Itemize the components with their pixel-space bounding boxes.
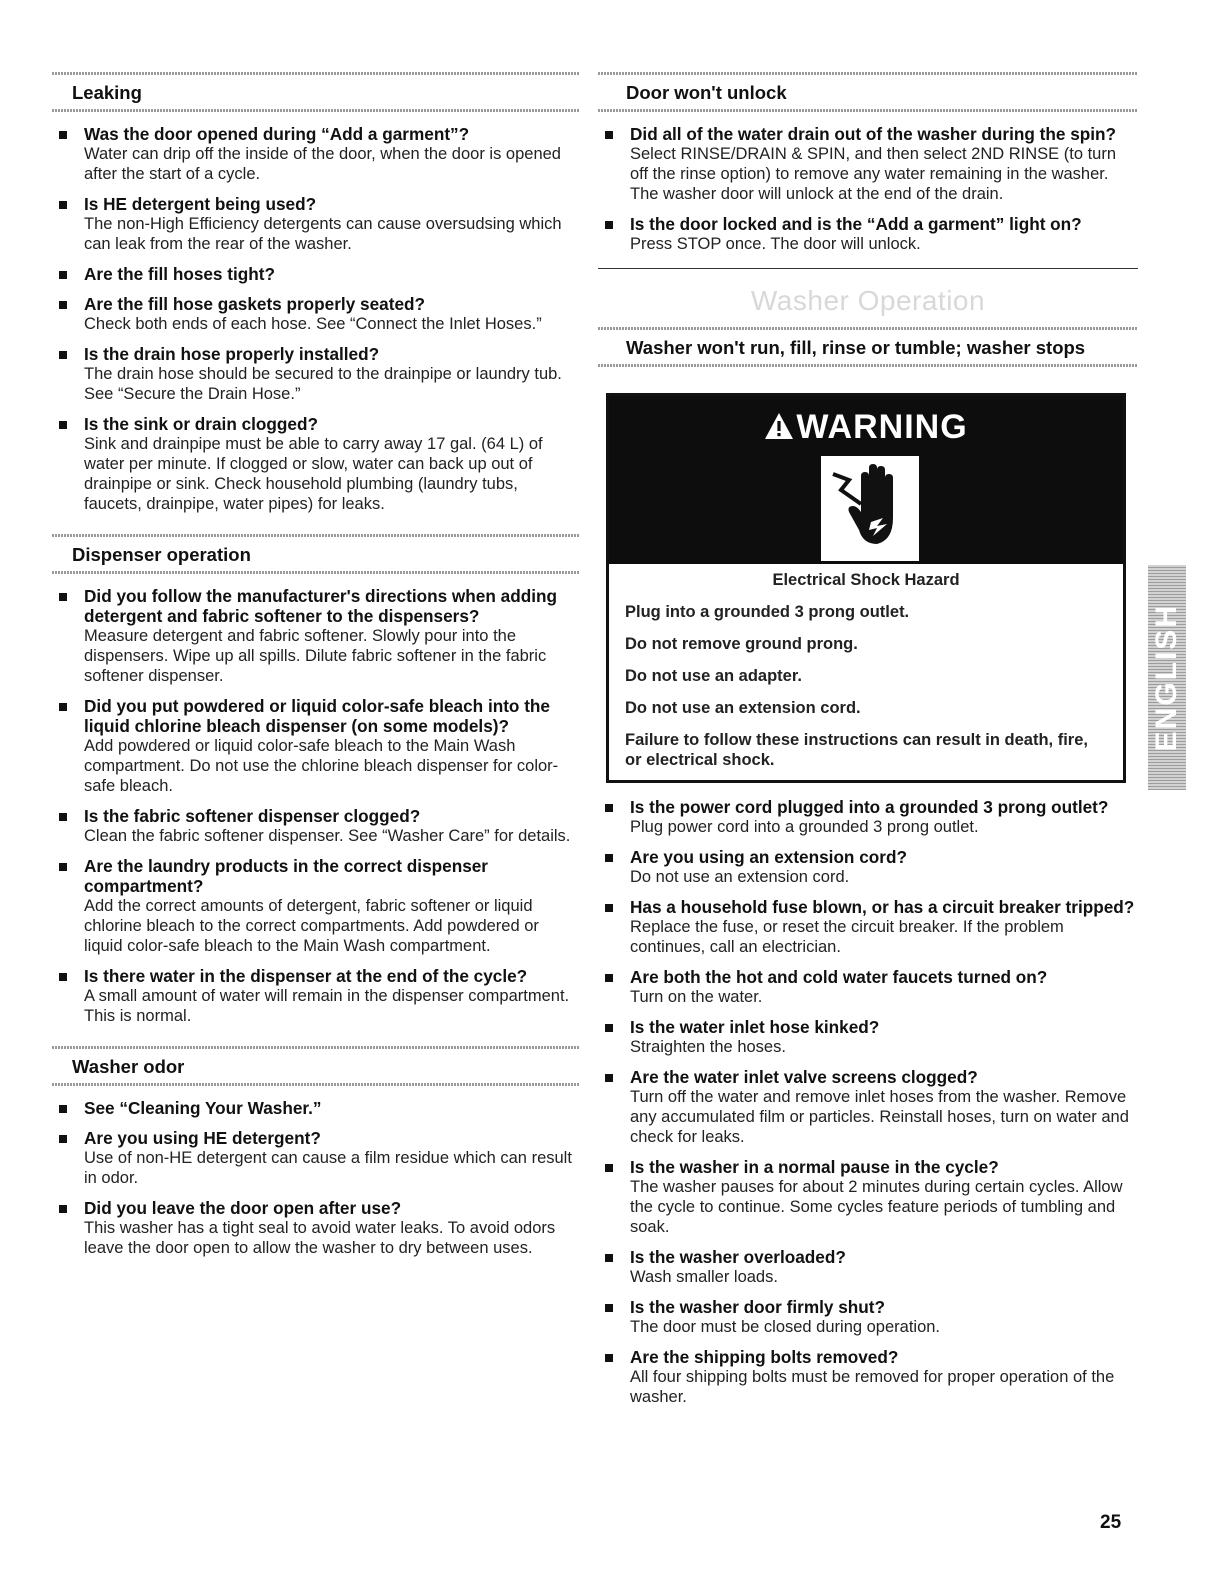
list-item xyxy=(598,967,1138,1007)
answer: Add powdered or liquid color-safe bleach to the Main Wash compartment. Do not use the chlorine bleach dispenser for color-safe bleach. xyxy=(84,737,559,795)
bullet-icon xyxy=(605,904,613,912)
section-title: Dispenser operation xyxy=(72,544,251,565)
answer: Water can drip off the inside of the door, when the door is opened after the start of a cycle. xyxy=(84,145,561,183)
list-item xyxy=(52,856,580,956)
warning-title xyxy=(609,408,1123,447)
bullet-icon xyxy=(59,1205,67,1213)
list-item xyxy=(52,1128,580,1188)
question: See “Cleaning Your Washer.” xyxy=(84,1098,322,1118)
question: Is HE detergent being used? xyxy=(84,194,317,214)
answer: Sink and drainpipe must be able to carry away 17 gal. (64 L) of water per minute. If clogged or slow, water can back up out of drainpipe or sink. Check household plumbing (laundry tubs, faucets, drainpipe, water pipes) for leaks. xyxy=(84,435,543,513)
page-number: 25 xyxy=(1100,1512,1122,1533)
answer: Straighten the hoses. xyxy=(630,1038,786,1056)
question: Are the fill hose gaskets properly seated? xyxy=(84,294,425,314)
bullet-icon xyxy=(605,804,613,812)
section-header-door xyxy=(598,72,1138,112)
section-title: Leaking xyxy=(72,82,142,103)
bullet-icon xyxy=(605,1164,613,1172)
question: Are you using HE detergent? xyxy=(84,1128,321,1148)
question: Is the washer door firmly shut? xyxy=(630,1297,885,1317)
bullet-icon xyxy=(59,1105,67,1113)
bullet-icon xyxy=(59,703,67,711)
bullet-icon xyxy=(605,131,613,139)
answer: The door must be closed during operation. xyxy=(630,1318,941,1336)
list-item xyxy=(598,1247,1138,1287)
warning-line: Failure to follow these instructions can result in death, fire, or electrical shock. xyxy=(625,731,1088,769)
answer: Check both ends of each hose. See “Connect the Inlet Hoses.” xyxy=(84,315,542,333)
bullet-icon xyxy=(59,1135,67,1143)
bullet-icon xyxy=(59,271,67,279)
answer: Turn on the water. xyxy=(630,988,763,1006)
answer: Select RINSE/DRAIN & SPIN, and then select 2ND RINSE (to turn off the rinse option) to remove any water remaining in the washer. The washer door will unlock at the end of the drain. xyxy=(630,145,1117,203)
chapter-title: Washer Operation xyxy=(750,285,986,316)
answer: The drain hose should be secured to the drainpipe or laundry tub. See “Secure the Drain Hose.” xyxy=(84,365,562,403)
question: Are the fill hoses tight? xyxy=(84,264,275,284)
warning-line: Plug into a grounded 3 prong outlet. xyxy=(625,603,910,621)
list-item xyxy=(598,1017,1138,1057)
answer: The non-High Efficiency detergents can cause oversudsing which can leak from the rear of the washer. xyxy=(84,215,562,253)
section-header-odor xyxy=(52,1046,580,1086)
list-item xyxy=(52,1198,580,1258)
answer: Clean the fabric softener dispenser. See “Washer Care” for details. xyxy=(84,827,571,845)
question: Is the washer overloaded? xyxy=(630,1247,846,1267)
question: Was the door opened during “Add a garment”? xyxy=(84,124,470,144)
list-item xyxy=(52,696,580,796)
question: Is the sink or drain clogged? xyxy=(84,414,318,434)
list-item xyxy=(52,194,580,254)
bullet-icon xyxy=(59,593,67,601)
question: Are the shipping bolts removed? xyxy=(630,1347,899,1367)
bullet-icon xyxy=(605,1074,613,1082)
question: Has a household fuse blown, or has a circuit breaker tripped? xyxy=(630,897,1135,917)
bullet-icon xyxy=(605,1024,613,1032)
bullet-icon xyxy=(605,1354,613,1362)
language-tab xyxy=(1148,565,1186,790)
question: Are you using an extension cord? xyxy=(630,847,907,867)
answer: Wash smaller loads. xyxy=(630,1268,778,1286)
question: Are the laundry products in the correct dispenser compartment? xyxy=(84,856,488,896)
bullet-icon xyxy=(59,973,67,981)
list-item xyxy=(598,847,1138,887)
answer: Plug power cord into a grounded 3 prong outlet. xyxy=(630,818,979,836)
list-item xyxy=(52,344,580,404)
warning-body xyxy=(609,564,1123,780)
warning-banner xyxy=(609,396,1123,564)
answer: Turn off the water and remove inlet hoses from the washer. Remove any accumulated film or particles. Reinstall hoses, turn on water and check for leaks. xyxy=(630,1088,1129,1146)
answer: Add the correct amounts of detergent, fabric softener or liquid chlorine bleach to the correct compartments. Add powdered or liquid color-safe bleach to the Main Wash compartment. xyxy=(84,897,539,955)
warning-line: Do not remove ground prong. xyxy=(625,635,858,653)
section-header-leaking xyxy=(52,72,580,112)
bullet-icon xyxy=(605,854,613,862)
section-title: Washer won't run, fill, rinse or tumble; washer stops xyxy=(626,337,1086,358)
answer: Do not use an extension cord. xyxy=(630,868,850,886)
question: Are the water inlet valve screens clogged? xyxy=(630,1067,978,1087)
warning-line: Do not use an adapter. xyxy=(625,667,802,685)
bullet-icon xyxy=(605,974,613,982)
answer: A small amount of water will remain in the dispenser compartment. This is normal. xyxy=(84,987,570,1025)
list-item xyxy=(598,797,1138,837)
list-item xyxy=(52,586,580,686)
question: Is the fabric softener dispenser clogged? xyxy=(84,806,421,826)
section-title: Door won't unlock xyxy=(626,82,787,103)
list-item xyxy=(52,806,580,846)
bullet-icon xyxy=(59,813,67,821)
question: Is the drain hose properly installed? xyxy=(84,344,380,364)
section-title: Washer odor xyxy=(72,1056,185,1077)
question: Are both the hot and cold water faucets turned on? xyxy=(630,967,1048,987)
bullet-icon xyxy=(605,221,613,229)
answer: Measure detergent and fabric softener. Slowly pour into the dispensers. Wipe up all spills. Dilute fabric softener in the fabric softener dispenser. xyxy=(84,627,547,685)
question: Did you follow the manufacturer's directions when adding detergent and fabric softener to the dispensers? xyxy=(84,586,557,626)
hazard-heading: Electrical Shock Hazard xyxy=(772,571,960,589)
answer: All four shipping bolts must be removed for proper operation of the washer. xyxy=(630,1368,1115,1406)
section-header-operation xyxy=(598,327,1138,367)
question: Is the door locked and is the “Add a garment” light on? xyxy=(630,214,1082,234)
question: Did you put powdered or liquid color-safe bleach into the liquid chlorine bleach dispenser (on some models)? xyxy=(84,696,550,736)
section-header-dispenser xyxy=(52,534,580,574)
list-item xyxy=(598,1067,1138,1147)
question: Did all of the water drain out of the washer during the spin? xyxy=(630,124,1117,144)
bullet-icon xyxy=(59,863,67,871)
answer: The washer pauses for about 2 minutes during certain cycles. Allow the cycle to continue. Some cycles feature periods of tumbling and soak. xyxy=(630,1178,1123,1236)
bullet-icon xyxy=(59,201,67,209)
left-column xyxy=(52,72,580,1268)
answer: Replace the fuse, or reset the circuit breaker. If the problem continues, call an electrician. xyxy=(630,918,1064,956)
warning-line: Do not use an extension cord. xyxy=(625,699,861,717)
list-item xyxy=(52,294,580,334)
right-column xyxy=(598,72,1138,1417)
question: Is there water in the dispenser at the end of the cycle? xyxy=(84,966,528,986)
list-item xyxy=(52,1098,580,1118)
list-item xyxy=(598,214,1138,254)
language-tab-label: ENGLISH xyxy=(1150,603,1183,752)
answer: This washer has a tight seal to avoid water leaks. To avoid odors leave the door open to allow the washer to dry between uses. xyxy=(84,1219,556,1257)
list-item xyxy=(52,414,580,514)
bullet-icon xyxy=(605,1254,613,1262)
bullet-icon xyxy=(59,351,67,359)
question: Is the water inlet hose kinked? xyxy=(630,1017,880,1037)
warning-title-text: WARNING xyxy=(796,408,968,446)
answer: Use of non-HE detergent can cause a film residue which can result in odor. xyxy=(84,1149,572,1187)
list-item xyxy=(598,1347,1138,1407)
bullet-icon xyxy=(59,421,67,429)
shock-hazard-icon xyxy=(821,456,919,561)
list-item xyxy=(598,1297,1138,1337)
list-item xyxy=(52,966,580,1026)
list-item xyxy=(598,124,1138,204)
question: Did you leave the door open after use? xyxy=(84,1198,402,1218)
warning-triangle-icon xyxy=(764,412,794,440)
list-item xyxy=(52,124,580,184)
bullet-icon xyxy=(605,1304,613,1312)
question: Is the power cord plugged into a grounded 3 prong outlet? xyxy=(630,797,1109,817)
list-item xyxy=(598,897,1138,957)
bullet-icon xyxy=(59,301,67,309)
warning-box xyxy=(606,393,1126,783)
list-item xyxy=(598,1157,1138,1237)
bullet-icon xyxy=(59,131,67,139)
question: Is the washer in a normal pause in the cycle? xyxy=(630,1157,999,1177)
answer: Press STOP once. The door will unlock. xyxy=(630,235,921,253)
list-item xyxy=(52,264,580,284)
